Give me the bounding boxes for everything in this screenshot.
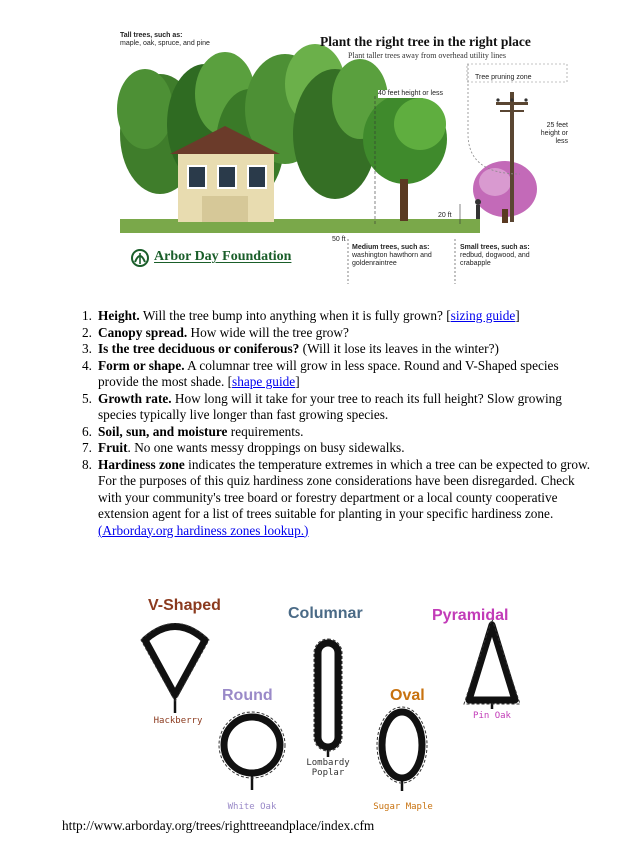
- small-trees-heading: Small trees, such as:: [460, 244, 530, 251]
- tree-shapes-graphic: [130, 595, 550, 820]
- hero-title: Plant the right tree in the right place: [320, 34, 531, 49]
- tree-selection-criteria-list: [82, 308, 598, 539]
- tall-trees-label: [120, 32, 210, 48]
- white-oak-caption: White Oak: [227, 802, 277, 812]
- tall-trees-examples: maple, oak, spruce, and pine: [120, 40, 210, 47]
- oval-title: Oval: [390, 687, 425, 704]
- item-heading: Form or shape.: [98, 357, 185, 373]
- round-title: Round: [222, 687, 273, 704]
- list-number: 1.: [82, 308, 92, 323]
- list-item: [82, 308, 598, 325]
- item-heading: Canopy spread.: [98, 324, 188, 340]
- v-shaped-icon: [145, 627, 205, 696]
- small-trees-label: [460, 244, 560, 268]
- round-icon: [224, 717, 280, 773]
- medium-trees-heading: Medium trees, such as:: [352, 244, 430, 251]
- lombardy-poplar-caption: [298, 758, 358, 778]
- height-25-label: 25 feet height or less: [540, 122, 568, 145]
- item-text: indicates the temperature extremes in which a tree can be expected to grow. For the purposes of this quiz hardiness zone considerations have been disregarded. Check with your community's tree board or forestry department or a local county cooperative extension agent for a list of trees suitable for planting in your specific hardiness zone.: [98, 456, 591, 521]
- logo-text: Arbor Day Foundation: [154, 249, 292, 264]
- source-url: http://www.arborday.org/trees/righttreeandplace/index.cfm: [62, 818, 375, 833]
- item-text: Will the tree bump into anything when it is fully grown? [: [139, 308, 451, 323]
- list-number: 8.: [82, 456, 92, 472]
- medium-trees-examples: washington hawthorn and goldenraintree: [352, 252, 432, 267]
- v-shaped-title: V-Shaped: [148, 597, 221, 614]
- lombardy-word: Lombardy: [306, 758, 350, 768]
- ft-50-label: 50 ft: [332, 236, 346, 243]
- item-text-after: ]: [295, 374, 300, 389]
- item-heading: Growth rate.: [98, 390, 172, 406]
- right-tree-illustration: [100, 14, 570, 284]
- item-heading: Height.: [98, 308, 140, 323]
- item-heading: Fruit: [98, 440, 128, 455]
- small-trees-examples: redbud, dogwood, and crabapple: [460, 252, 530, 267]
- list-item: [82, 324, 598, 342]
- item-text: . No one wants messy droppings on busy sidewalks.: [127, 440, 405, 455]
- poplar-word: Poplar: [311, 768, 345, 778]
- item-heading: Is the tree deciduous or coniferous?: [98, 341, 300, 356]
- list-item: [82, 423, 598, 441]
- item-text: How wide will the tree grow?: [187, 324, 349, 340]
- item-heading: Soil, sun, and moisture: [98, 423, 228, 439]
- pin-oak-caption: Pin Oak: [473, 711, 511, 721]
- hero-subtitle: Plant taller trees away from overhead utility lines: [348, 51, 506, 60]
- list-item: [82, 390, 598, 424]
- pyramidal-icon: [469, 625, 515, 700]
- hackberry-caption: Hackberry: [153, 716, 203, 726]
- list-item: [82, 341, 598, 358]
- oval-icon: [382, 712, 422, 778]
- list-item: [82, 440, 598, 457]
- list-number: 2.: [82, 324, 92, 340]
- list-number: 3.: [82, 341, 92, 356]
- item-heading: Hardiness zone: [98, 456, 185, 472]
- list-item: [82, 357, 598, 391]
- columnar-title: Columnar: [288, 605, 363, 622]
- sugar-maple-caption: Sugar Maple: [373, 802, 433, 812]
- tree-shapes-illustration: [130, 595, 550, 820]
- tall-trees-heading: Tall trees, such as:: [120, 32, 183, 39]
- list-item: [82, 456, 598, 540]
- pyramidal-title: Pyramidal: [432, 607, 509, 624]
- height-40-label: 40 feet height or less: [378, 90, 443, 97]
- list-number: 5.: [82, 390, 92, 406]
- item-text: A columnar tree will grow in less space. Round and V-Shaped species provide the most shade. [: [98, 357, 559, 389]
- item-text: requirements.: [227, 423, 304, 439]
- item-text-after: ]: [515, 308, 520, 323]
- item-text: (Will it lose its leaves in the winter?): [299, 341, 499, 356]
- ft-20-label: 20 ft: [438, 212, 452, 219]
- list-number: 4.: [82, 357, 92, 373]
- item-text: How long will it take for your tree to reach its full height? Slow growing species typically live longer than fast growing species.: [98, 390, 562, 422]
- shape-guide-link[interactable]: shape guide: [232, 374, 296, 389]
- arbor-day-logo: [132, 249, 291, 265]
- list-number: 7.: [82, 440, 92, 455]
- list-number: 6.: [82, 423, 92, 439]
- medium-trees-label: [352, 244, 452, 268]
- columnar-icon: [318, 643, 338, 747]
- hardiness-zones-link[interactable]: (Arborday.org hardiness zones lookup.): [98, 522, 309, 538]
- sizing-guide-link[interactable]: sizing guide: [450, 308, 516, 323]
- pruning-zone-label: Tree pruning zone: [475, 74, 532, 81]
